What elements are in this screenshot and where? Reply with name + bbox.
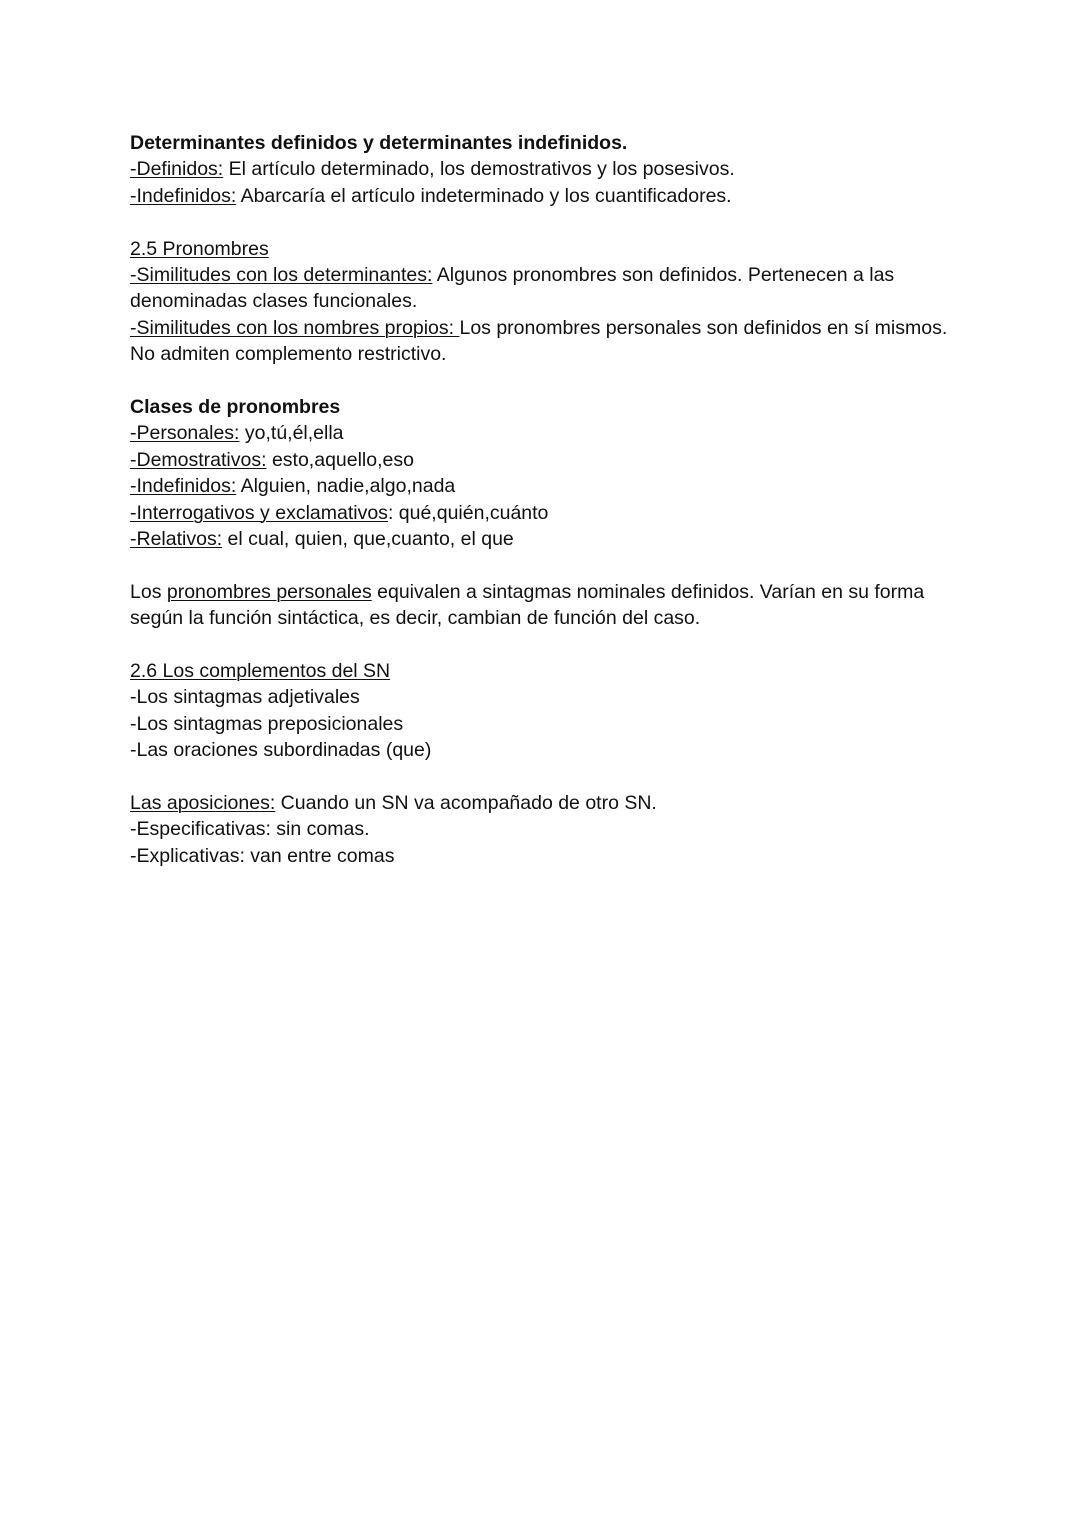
section-heading-pronombres: 2.5 Pronombres xyxy=(130,237,269,260)
section-heading-determinantes: Determinantes definidos y determinantes indefinidos. xyxy=(130,132,628,154)
spacer xyxy=(130,368,970,394)
definidos-label: -Definidos: xyxy=(130,158,224,181)
list-item-text: esto,aquello,eso xyxy=(266,448,414,471)
list-item-text: el cual, quien, que,cuanto, el que xyxy=(222,528,514,551)
section-heading-complementos: 2.6 Los complementos del SN xyxy=(130,660,391,683)
spacer xyxy=(130,764,970,790)
similitudes-nombres-propios-text: Los pronombres personales son definidos en sí mismos. No admiten complemento restrictivo. xyxy=(130,316,948,366)
list-item xyxy=(130,526,970,552)
section-heading-clases: Clases de pronombres xyxy=(130,396,341,419)
similitudes-determinantes-label: -Similitudes con los determinantes: xyxy=(130,264,433,287)
paragraph-pre: Los xyxy=(130,580,167,603)
document-page xyxy=(130,130,970,869)
spacer xyxy=(130,209,970,235)
indefinidos-line xyxy=(130,183,970,209)
spacer xyxy=(130,552,970,578)
aposiciones-text: Cuando un SN va acompañado de otro SN. xyxy=(275,792,657,815)
list-item: -Los sintagmas preposicionales xyxy=(130,712,404,735)
list-item: -Especificativas: sin comas. xyxy=(130,818,370,841)
similitudes-determinantes xyxy=(130,262,970,315)
pronombres-personales-paragraph xyxy=(130,579,970,632)
similitudes-nombres-propios xyxy=(130,315,970,368)
pronombres-personales-term: pronombres personales xyxy=(166,580,372,603)
list-item-label: -Relativos: xyxy=(130,528,223,551)
list-item-text: yo,tú,él,ella xyxy=(239,422,344,445)
list-item-label: -Indefinidos: xyxy=(130,475,237,498)
list-item-label: -Personales: xyxy=(130,422,240,445)
list-item-text: : qué,quién,cuánto xyxy=(387,501,549,524)
definidos-text: El artículo determinado, los demostrativos y los posesivos. xyxy=(223,158,735,181)
list-item xyxy=(130,447,970,473)
list-item: -Explicativas: van entre comas xyxy=(130,844,395,867)
paragraph-post: equivalen a sintagmas nominales definidos. Varían en su forma según la función sintáctica, es decir, cambian de función del caso. xyxy=(130,580,925,630)
list-item-label: -Interrogativos y exclamativos xyxy=(130,501,388,524)
indefinidos-label: -Indefinidos: xyxy=(130,184,237,207)
definidos-line xyxy=(130,156,970,182)
similitudes-determinantes-text: Algunos pronombres son definidos. Pertenecen a las denominadas clases funcionales. xyxy=(130,264,895,313)
aposiciones-label: Las aposiciones: xyxy=(130,792,276,815)
list-item xyxy=(130,500,970,526)
list-item-text: Alguien, nadie,algo,nada xyxy=(236,475,456,498)
list-item-label: -Demostrativos: xyxy=(130,448,267,471)
list-item: -Los sintagmas adjetivales xyxy=(130,686,360,709)
list-item xyxy=(130,420,970,446)
list-item xyxy=(130,473,970,499)
aposiciones-line xyxy=(130,790,970,816)
indefinidos-text: Abarcaría el artículo indeterminado y los cuantificadores. xyxy=(236,184,732,207)
list-item: -Las oraciones subordinadas (que) xyxy=(130,739,432,762)
similitudes-nombres-propios-label: -Similitudes con los nombres propios: xyxy=(130,316,460,339)
spacer xyxy=(130,632,970,658)
